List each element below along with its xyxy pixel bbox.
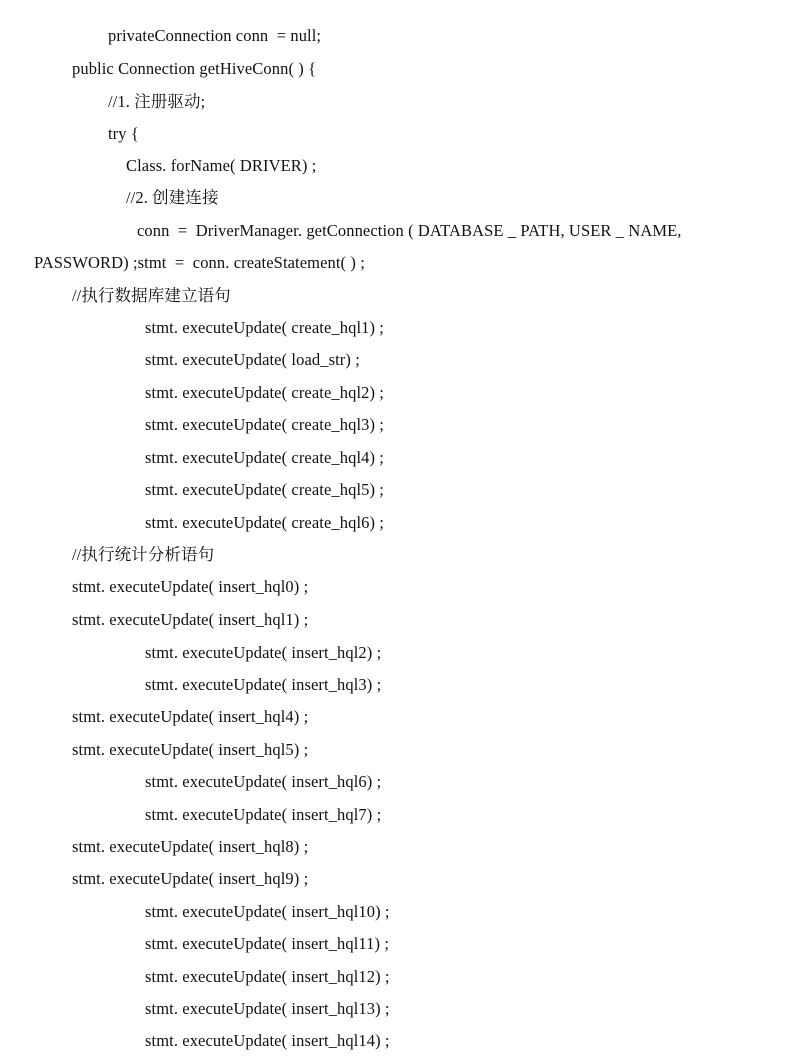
code-line: stmt. executeUpdate( insert_hql1) ; [72, 610, 309, 629]
code-line: Class. forName( DRIVER) ; [126, 156, 317, 175]
code-line: stmt. executeUpdate( create_hql6) ; [145, 513, 384, 532]
code-line: stmt. executeUpdate( insert_hql4) ; [72, 707, 309, 726]
code-line: stmt. executeUpdate( insert_hql14) ; [145, 1031, 390, 1050]
code-line: stmt. executeUpdate( insert_hql3) ; [145, 675, 382, 694]
code-line: stmt. executeUpdate( insert_hql9) ; [72, 869, 309, 888]
code-comment: //执行统计分析语句 [72, 545, 215, 564]
code-line: try { [108, 124, 139, 143]
code-line: stmt. executeUpdate( insert_hql8) ; [72, 837, 309, 856]
code-line: stmt. executeUpdate( load_str) ; [145, 350, 360, 369]
code-line: stmt. executeUpdate( insert_hql10) ; [145, 902, 390, 921]
code-line: public Connection getHiveConn( ) { [72, 59, 317, 78]
code-line: stmt. executeUpdate( create_hql2) ; [145, 383, 384, 402]
code-line: stmt. executeUpdate( insert_hql12) ; [145, 967, 390, 986]
code-line: //2. 创建连接 [126, 188, 219, 207]
code-line: stmt. executeUpdate( insert_hql11) ; [145, 934, 390, 953]
code-line: stmt. executeUpdate( insert_hql0) ; [72, 577, 309, 596]
code-line: conn = DriverManager. getConnection ( DATABASE _ PATH, USER _ NAME, [137, 221, 682, 240]
code-line: stmt. executeUpdate( create_hql4) ; [145, 448, 384, 467]
code-line: //1. 注册驱动; [108, 92, 206, 111]
code-line: stmt. executeUpdate( create_hql5) ; [145, 480, 384, 499]
code-line: privateConnection conn = null; [108, 26, 322, 45]
code-line: stmt. executeUpdate( insert_hql5) ; [72, 740, 309, 759]
code-line: stmt. executeUpdate( insert_hql2) ; [145, 643, 382, 662]
code-line: stmt. executeUpdate( insert_hql13) ; [145, 999, 390, 1018]
code-line: PASSWORD) ;stmt = conn. createStatement( ) ; [34, 253, 365, 272]
code-comment: //执行数据库建立语句 [72, 286, 231, 305]
code-line: stmt. executeUpdate( insert_hql7) ; [145, 805, 382, 824]
code-line: stmt. executeUpdate( create_hql1) ; [145, 318, 384, 337]
code-line: stmt. executeUpdate( create_hql3) ; [145, 415, 384, 434]
code-line: stmt. executeUpdate( insert_hql6) ; [145, 772, 382, 791]
